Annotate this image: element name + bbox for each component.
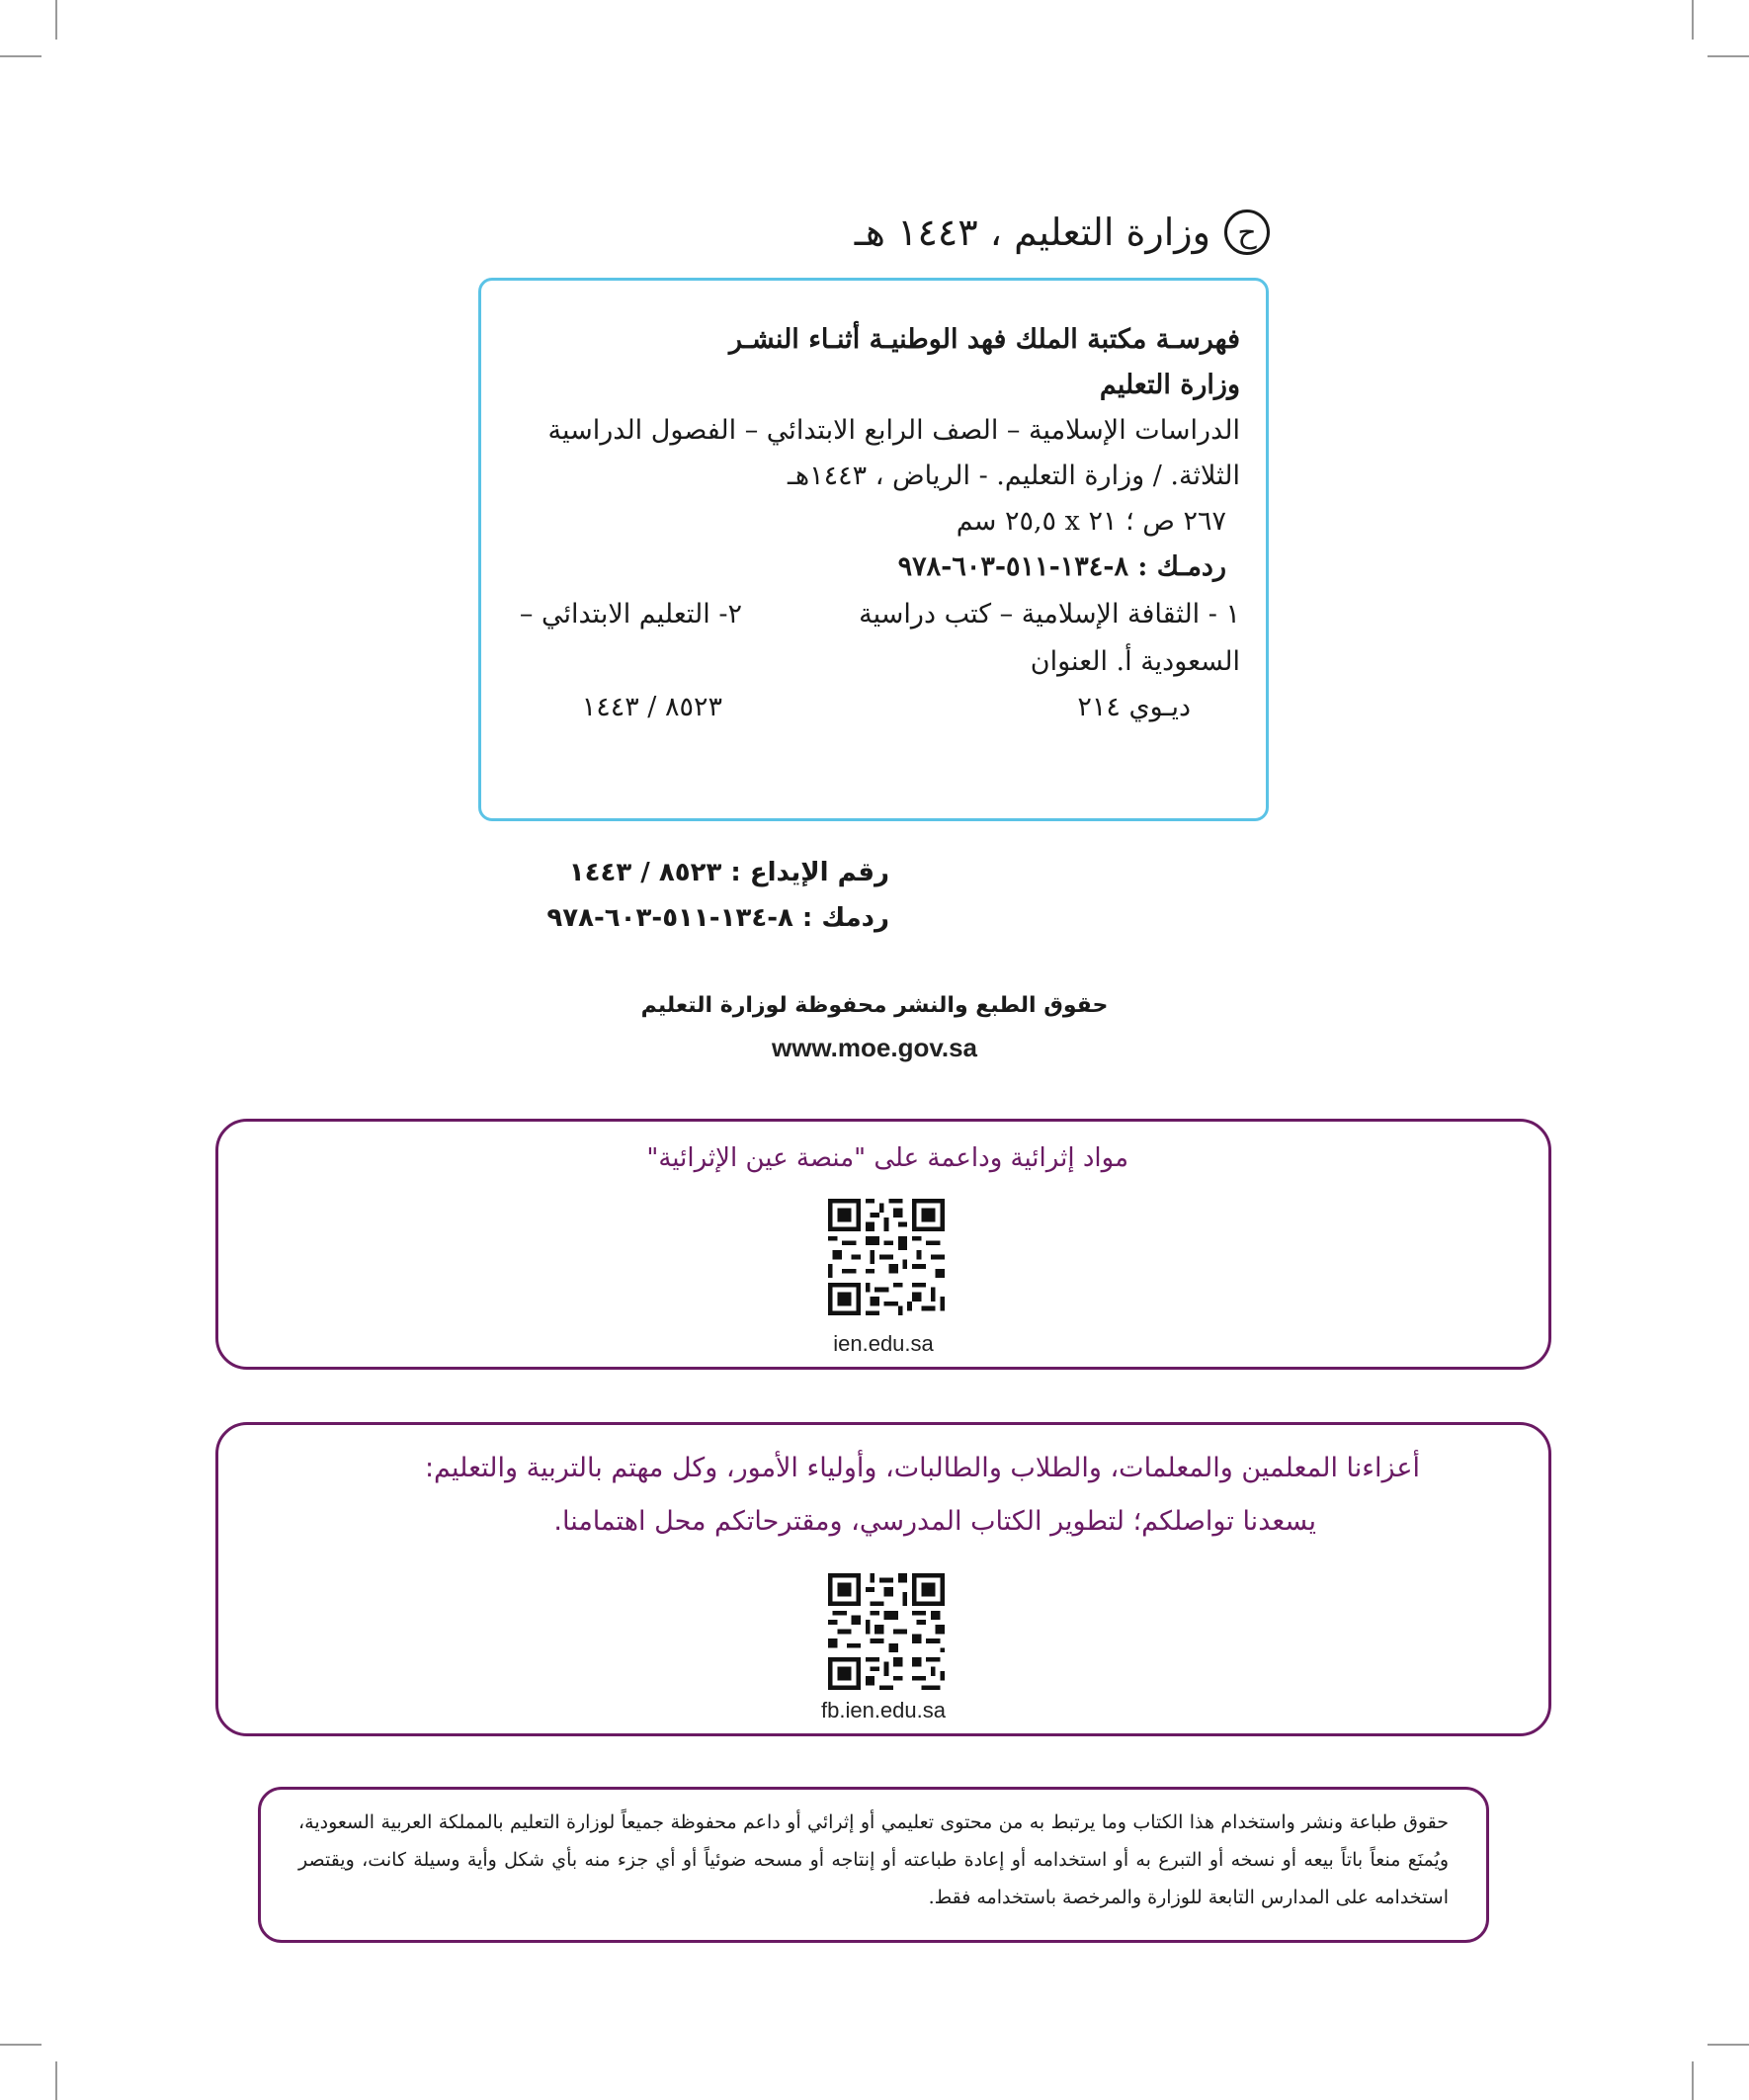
feedback-panel [215, 1422, 1551, 1736]
catalog-isbn: ردمـك : ٨-١٣٤-٥١١-٦٠٣-٩٧٨ [897, 551, 1226, 582]
catalog-subject: السعودية أ. العنوان [1030, 646, 1240, 677]
feedback-line2: يسعدنا تواصلكم؛ لتطوير الكتاب المدرسي، ومقترحاتكم محل اهتمامنا. [553, 1506, 1316, 1537]
legal-notice-text: حقوق طباعة ونشر واستخدام هذا الكتاب وما يرتبط به من محتوى تعليمي أو إثرائي أو داعم محفوظة جميعاً لوزارة التعليم بالمملكة العربية السعودية، ويُمنَع منعاً باتاً بيعه أو نسخه أو التبرع به أو استخدامه أو إعادة طباعته أو إنتاجه أو مسحه ضوئياً أو أي جزء منه بأي شكل وأية وسيلة كانت، ويقتصر استخدامه على المدارس التابعة للوزارة والمرخصة باستخدامه فقط. [298, 1811, 1449, 1908]
catalog-title: فهرسـة مكتبة الملك فهد الوطنيـة أثنـاء النشـر [729, 324, 1240, 355]
catalog-dewey: ديـوي ٢١٤ [1077, 692, 1191, 722]
copyright-text: وزارة التعليم ، ١٤٤٣ هـ [854, 210, 1210, 254]
isbn-number: ردمك : ٨-١٣٤-٥١١-٦٠٣-٩٧٨ [546, 903, 889, 933]
ien-panel-text: مواد إثرائية وداعمة على "منصة عين الإثرائية" [646, 1143, 1128, 1173]
ministry-website[interactable]: www.moe.gov.sa [771, 1033, 978, 1062]
copyright-header [855, 210, 1270, 255]
crop-mark [1707, 55, 1749, 57]
deposit-number: رقم الإيداع : ٨٥٢٣ / ١٤٤٣ [568, 858, 889, 887]
crop-mark [1692, 2061, 1694, 2100]
ien-url[interactable]: ien.edu.sa [833, 1331, 934, 1356]
crop-mark [1707, 2044, 1749, 2046]
catalog-line: الدراسات الإسلامية – الصف الرابع الابتدائي – الفصول الدراسية [547, 415, 1240, 446]
legal-notice-box [258, 1787, 1489, 1943]
feedback-url[interactable]: fb.ien.edu.sa [821, 1698, 946, 1722]
catalog-deposit: ٨٥٢٣ / ١٤٤٣ [581, 692, 722, 722]
catalog-subject: ٢- التعليم الابتدائي – [519, 599, 742, 630]
crop-mark [0, 55, 42, 57]
catalog-line: الثلاثة. / وزارة التعليم. - الرياض ، ١٤٤٣هـ [787, 461, 1240, 491]
qr-code-icon[interactable] [828, 1573, 945, 1690]
crop-mark [55, 2061, 57, 2100]
copyright-symbol: ح [1224, 210, 1270, 255]
crop-mark [0, 2044, 42, 2046]
catalog-box [478, 278, 1269, 821]
rights-notice: حقوق الطبع والنشر محفوظة لوزارة التعليم [640, 993, 1109, 1018]
qr-code-icon[interactable] [828, 1199, 945, 1315]
ien-panel [215, 1119, 1551, 1370]
catalog-line: ٢٦٧ ص ؛ ٢١ x ٢٥,٥ سم [956, 506, 1226, 537]
crop-mark [55, 0, 57, 40]
catalog-author: وزارة التعليم [1099, 370, 1240, 400]
crop-mark [1692, 0, 1694, 40]
feedback-line1: أعزاءنا المعلمين والمعلمات، والطلاب والطالبات، وأولياء الأمور، وكل مهتم بالتربية والتعليم: [424, 1453, 1420, 1483]
catalog-subject: ١ - الثقافة الإسلامية – كتب دراسية [859, 599, 1240, 630]
